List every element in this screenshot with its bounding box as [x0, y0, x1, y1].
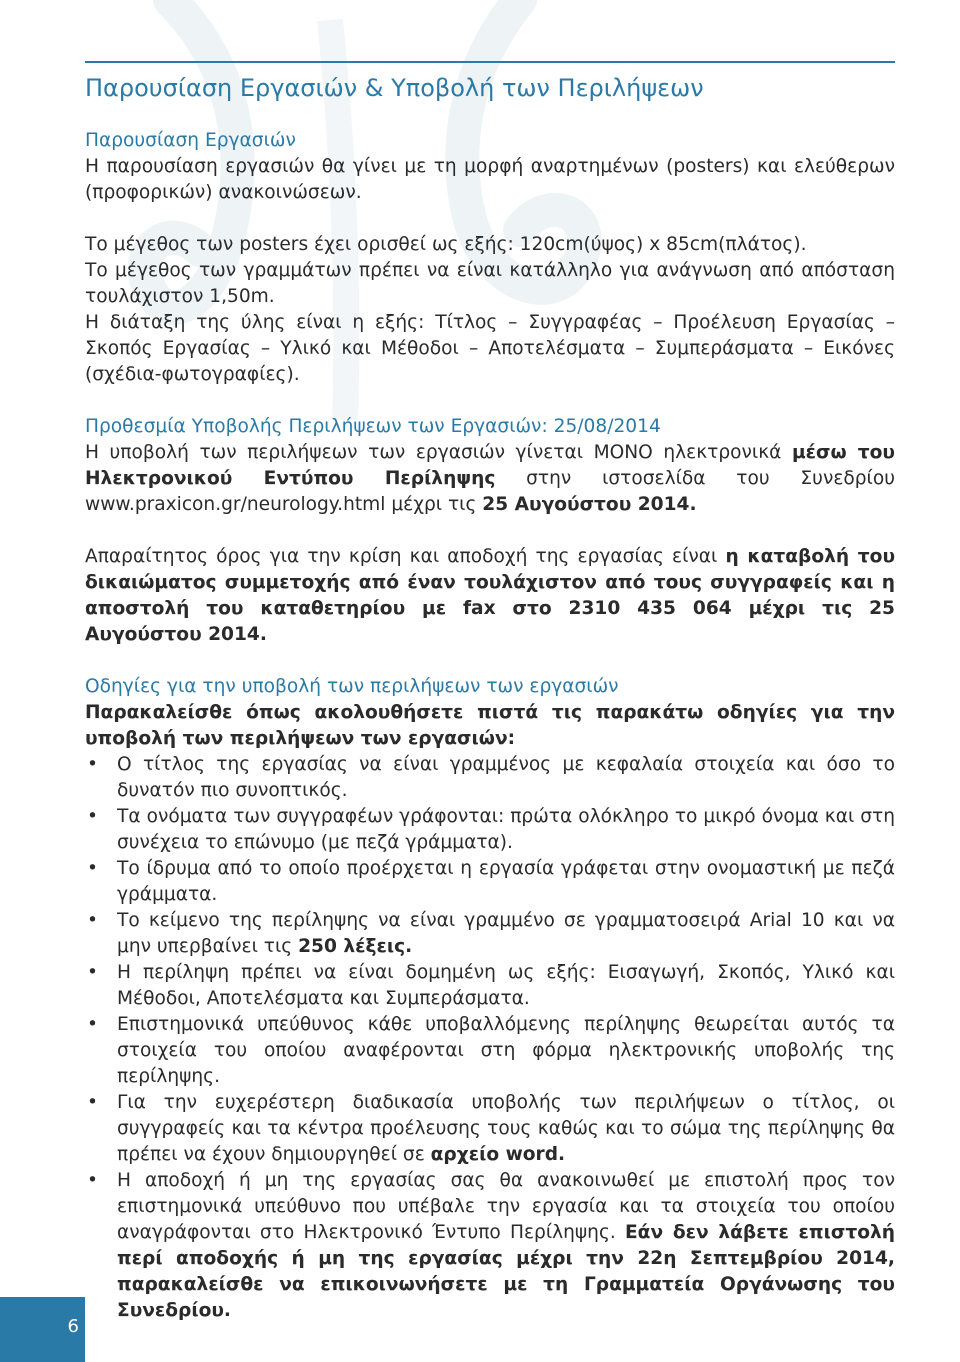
text: Ο τίτλος της εργασίας να είναι γραμμένος με κεφαλαία στοιχεία και όσο το δυνατόν πιο συνοπτικός.	[117, 754, 895, 801]
text: Η αποδοχή ή μη της εργασίας σας θα ανακοινωθεί με επιστολή προς τον επιστημονικά υπεύθυνο που υπέβαλε την εργασία και τα στοιχεία του οποίου αναγράφονται στο Ηλεκτρονικό Έντυπο Περίληψης.	[117, 1170, 895, 1243]
section-heading-instructions: Οδηγίες για την υποβολή των περιλήψεων των εργασιών	[85, 676, 619, 697]
bullet-icon: •	[87, 1014, 98, 1035]
bold-text: 250 λέξεις.	[298, 936, 413, 957]
bold-text: μέσω του Ηλεκτρονικού Εντύπου Περίληψης	[85, 442, 895, 489]
list-item	[85, 960, 895, 1012]
text: Για την ευχερέστερη διαδικασία υποβολής των περιλήψεων ο τίτλος, οι συγγραφείς και τα κέντρα προέλευσης τους καθώς και το σώμα της περίληψης θα πρέπει να έχουν δημιουργηθεί σε	[117, 1092, 895, 1165]
instructions-list	[85, 752, 895, 1324]
bold-text: αρχείο word.	[430, 1144, 566, 1165]
top-rule	[85, 61, 895, 63]
list-item	[85, 1012, 895, 1090]
bullet-icon: •	[87, 962, 98, 983]
list-item	[85, 856, 895, 908]
text: Απαραίτητος όρος για την κρίση και αποδοχή της εργασίας είναι	[85, 546, 726, 567]
bold-text: Εάν δεν λάβετε επιστολή περί αποδοχής ή μη της εργασίας μέχρι την 22η Σεπτεμβρίου 2014, παρακαλείσθε να επικοινωνήσετε με τη Γραμματεία Οργάνωσης του Συνεδρίου.	[117, 1222, 895, 1321]
text: Η υποβολή των περιλήψεων των εργασιών γίνεται ΜΟΝΟ ηλεκτρονικά	[85, 442, 792, 463]
bullet-icon: •	[87, 806, 98, 827]
instructions-intro	[85, 700, 895, 752]
list-item	[85, 1090, 895, 1168]
paragraph: Η παρουσίαση εργασιών θα γίνει με τη μορφή αναρτημένων (posters) και ελεύθερων (προφορικών) ανακοινώσεων.	[85, 156, 895, 203]
bullet-icon: •	[87, 754, 98, 775]
text: Το ίδρυμα από το οποίο προέρχεται η εργασία γράφεται στην ονομαστική με πεζά γράμματα.	[117, 858, 895, 905]
page-number-text: 6	[67, 1316, 79, 1337]
section-heading-deadline: Προθεσμία Υποβολής Περιλήψεων των Εργασιών: 25/08/2014	[85, 416, 661, 437]
list-item	[85, 908, 895, 960]
text: Τα ονόματα των συγγραφέων γράφονται: πρώτα ολόκληρο το μικρό όνομα και στη συνέχεια το επώνυμο (με πεζά γράμματα).	[117, 806, 895, 853]
page-number	[0, 1316, 85, 1337]
bold-text: η καταβολή του δικαιώματος συμμετοχής από έναν τουλάχιστον από τους συγγραφείς και η αποστολή του καταθετηρίου με fax στο 2310 435 064 μέχρι τις 25 Αυγούστου 2014.	[85, 546, 896, 645]
text: Η περίληψη πρέπει να είναι δομημένη ως εξής: Εισαγωγή, Σκοπός, Υλικό και Μέθοδοι, Αποτελέσματα και Συμπεράσματα.	[117, 962, 895, 1009]
list-item	[85, 752, 895, 804]
bold-text: Παρακαλείσθε όπως ακολουθήσετε πιστά τις παρακάτω οδηγίες για την υποβολή των περιλήψεων των εργασιών:	[85, 702, 895, 749]
section-heading-presentation: Παρουσίαση Εργασιών	[85, 130, 296, 151]
list-item	[85, 804, 895, 856]
bullet-icon: •	[87, 910, 98, 931]
list-item	[85, 1168, 895, 1324]
text: στην ιστοσελίδα του Συνεδρίου www.praxicon.gr/neurology.html μέχρι τις	[85, 468, 895, 515]
bold-text: 25 Αυγούστου 2014.	[482, 494, 697, 515]
content	[85, 128, 895, 1324]
bullet-icon: •	[87, 1170, 98, 1191]
bullet-icon: •	[87, 858, 98, 879]
paragraph: Η διάταξη της ύλης είναι η εξής: Τίτλος – Συγγραφέας – Προέλευση Εργασίας – Σκοπός Εργασίας – Υλικό και Μέθοδοι – Αποτελέσματα – Συμπεράσματα – Εικόνες (σχέδια-φωτογραφίες).	[85, 312, 895, 385]
paragraph: Το μέγεθος των posters έχει ορισθεί ως εξής: 120cm(ύψος) x 85cm(πλάτος).	[85, 234, 807, 255]
text: Το κείμενο της περίληψης να είναι γραμμένο σε γραμματοσειρά Arial 10 και να μην υπερβαίνει τις	[117, 910, 895, 957]
paragraph-deadline	[85, 440, 895, 518]
paragraph: Το μέγεθος των γραμμάτων πρέπει να είναι κατάλληλο για ανάγνωση από απόσταση τουλάχιστον 1,50m.	[85, 260, 895, 307]
bullet-icon: •	[87, 1092, 98, 1113]
paragraph-requirement	[85, 544, 895, 648]
text: Επιστημονικά υπεύθυνος κάθε υποβαλλόμενης περίληψης θεωρείται αυτός τα στοιχεία του οποίου αναφέρονται στη φόρμα ηλεκτρονικής υποβολής της περίληψης.	[117, 1014, 895, 1087]
page-title: Παρουσίαση Εργασιών & Υποβολή των Περιλήψεων	[85, 74, 704, 102]
